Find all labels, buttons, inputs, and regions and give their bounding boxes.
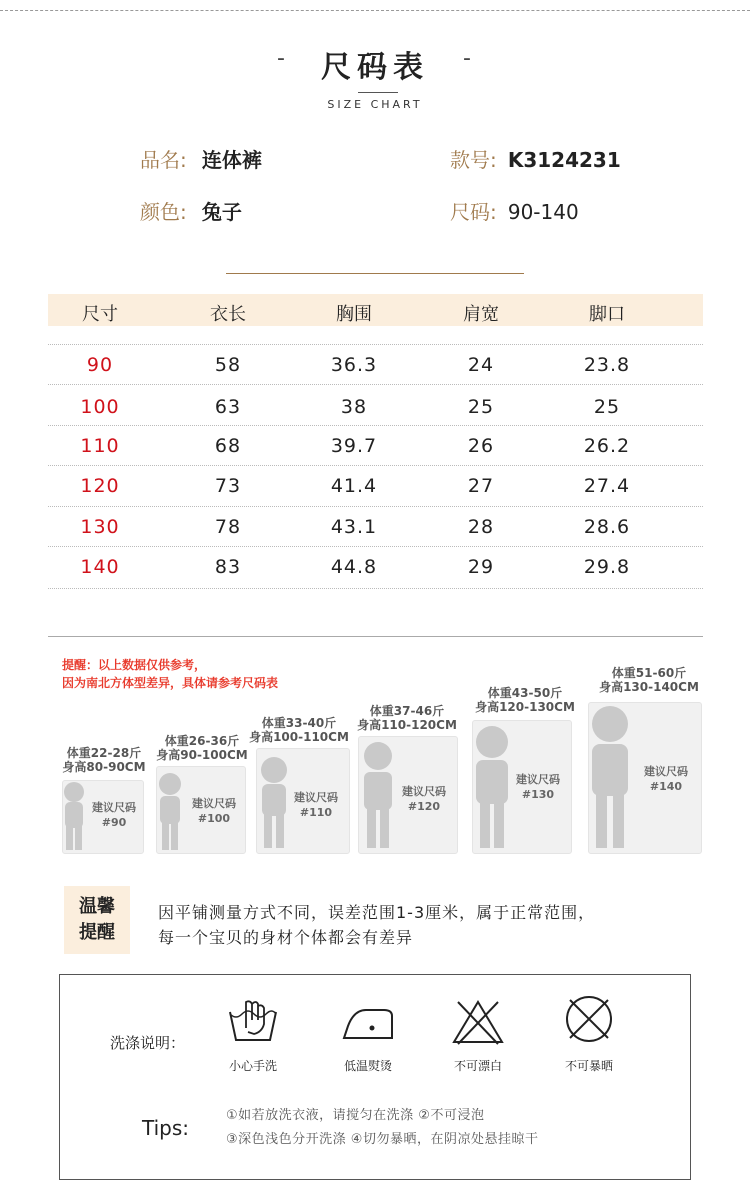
- cell-shoulder: 28: [467, 516, 495, 538]
- no-tumble-dry-icon: [564, 994, 614, 1044]
- tip-2: ②不可浸泡: [418, 1108, 485, 1123]
- figure-height: 身高100-110CM: [249, 730, 349, 744]
- tip-line-1: [226, 1104, 484, 1123]
- product-name-label: 品名: [140, 148, 180, 172]
- cell-leg-opening: 28.6: [583, 516, 631, 538]
- warm-tip-text-1: 因平铺测量方式不同，误差范围1-3厘米，属于正常范围，: [158, 903, 596, 922]
- figure-weight: 体重37-46斤: [369, 704, 445, 718]
- cell-chest: 41.4: [330, 475, 378, 497]
- column-header-length: 衣长: [210, 304, 246, 325]
- figure-height: 身高90-100CM: [156, 748, 248, 762]
- row-separator: [48, 465, 703, 466]
- row-separator: [48, 384, 703, 385]
- care-label-hand-wash: 小心手洗: [228, 1059, 277, 1073]
- warm-tip-label: [64, 886, 130, 954]
- product-color-value: 兔子: [201, 200, 242, 224]
- advice-size: #130: [521, 788, 555, 801]
- product-sku-row: [450, 144, 621, 173]
- size-card-text: [636, 764, 696, 794]
- tip-3: ③深色浅色分开洗涤: [226, 1132, 347, 1147]
- advice-label: 建议尺码: [402, 785, 446, 798]
- warm-tip-text-2: 每一个宝贝的身材个体都会有差异: [158, 928, 414, 947]
- page-title: 尺码表: [321, 50, 429, 85]
- cell-chest: 44.8: [330, 556, 378, 578]
- column-header-chest: 胸围: [336, 304, 372, 325]
- separator: :: [490, 200, 497, 224]
- cell-length: 68: [214, 435, 242, 457]
- column-header-size: 尺寸: [82, 304, 118, 325]
- separator: :: [180, 200, 187, 224]
- advice-label: 建议尺码: [92, 801, 136, 814]
- reminder-line-2: 因为南北方体型差异，具体请参考尺码表: [62, 676, 279, 690]
- no-bleach-icon: [452, 998, 504, 1046]
- cell-chest: 36.3: [330, 354, 378, 376]
- cell-shoulder: 24: [467, 354, 495, 376]
- column-header-leg-opening: 脚口: [589, 304, 625, 325]
- column-header-shoulder: 肩宽: [463, 304, 499, 325]
- figure-weight: 体重51-60斤: [611, 666, 687, 680]
- advice-size: #110: [299, 806, 333, 819]
- cell-length: 73: [214, 475, 242, 497]
- reminder-line-1: 提醒：以上数据仅供参考，: [62, 658, 207, 672]
- figure-weight: 体重26-36斤: [164, 734, 240, 748]
- cell-shoulder: 29: [467, 556, 495, 578]
- product-name-row: [140, 144, 262, 173]
- title-underline: [358, 92, 398, 93]
- cell-leg-opening: 23.8: [583, 354, 631, 376]
- page-subtitle: SIZE CHART: [327, 98, 423, 111]
- row-separator: [48, 588, 703, 589]
- low-iron-icon: [340, 1006, 396, 1042]
- figure-height: 身高120-130CM: [475, 700, 575, 714]
- cell-leg-opening: 25: [593, 396, 621, 418]
- cell-length: 83: [214, 556, 242, 578]
- advice-label: 建议尺码: [644, 765, 688, 778]
- row-separator: [48, 506, 703, 507]
- warm-tip-label-line2: 提醒: [79, 922, 115, 943]
- cell-shoulder: 26: [467, 435, 495, 457]
- figure-label-110: [244, 716, 354, 744]
- cell-size: 110: [80, 435, 120, 457]
- tip-4: ④切勿暴晒，在阴凉处悬挂晾干: [350, 1132, 539, 1147]
- section-divider: [48, 636, 703, 637]
- size-card-text: [286, 790, 346, 820]
- tip-line-2: [226, 1128, 538, 1147]
- advice-label: 建议尺码: [516, 773, 560, 786]
- cell-leg-opening: 29.8: [583, 556, 631, 578]
- cell-size: 120: [80, 475, 120, 497]
- advice-size: #100: [197, 812, 231, 825]
- row-separator: [48, 425, 703, 426]
- product-size-value: 90-140: [507, 200, 579, 224]
- warm-tip-label-line1: 温馨: [79, 896, 115, 917]
- separator: :: [180, 148, 187, 172]
- row-separator: [48, 344, 703, 345]
- cell-length: 63: [214, 396, 242, 418]
- figure-label-100: [152, 734, 252, 762]
- separator: :: [490, 148, 497, 172]
- cell-leg-opening: 26.2: [583, 435, 631, 457]
- advice-size: #90: [101, 816, 127, 829]
- cell-chest: 43.1: [330, 516, 378, 538]
- cell-size: 90: [86, 354, 114, 376]
- tips-label: Tips:: [142, 1116, 190, 1140]
- advice-label: 建议尺码: [294, 791, 338, 804]
- section-divider: [226, 273, 524, 274]
- figure-label-120: [352, 704, 462, 732]
- advice-size: #120: [407, 800, 441, 813]
- size-card-text: [394, 784, 454, 814]
- cell-size: 140: [80, 556, 120, 578]
- care-label-no-bleach: 不可漂白: [453, 1059, 502, 1073]
- advice-size: #140: [649, 780, 683, 793]
- figure-label-140: [594, 666, 704, 694]
- cell-chest: 39.7: [330, 435, 378, 457]
- cell-chest: 38: [340, 396, 368, 418]
- cell-length: 78: [214, 516, 242, 538]
- care-label-low-iron: 低温熨烫: [343, 1059, 392, 1073]
- product-size-label: 尺码: [450, 200, 490, 224]
- product-sku-value: K3124231: [507, 148, 621, 172]
- figure-weight: 体重43-50斤: [487, 686, 563, 700]
- cell-length: 58: [214, 354, 242, 376]
- cell-shoulder: 27: [467, 475, 495, 497]
- size-card-text: [508, 772, 568, 802]
- product-name-value: 连体裤: [201, 148, 262, 172]
- row-separator: [48, 546, 703, 547]
- product-color-row: [140, 196, 242, 225]
- tip-1: ①如若放洗衣液，请搅匀在洗涤: [226, 1108, 414, 1123]
- hand-wash-icon: [226, 998, 280, 1044]
- figure-weight: 体重22-28斤: [66, 746, 142, 760]
- figure-height: 身高130-140CM: [599, 680, 699, 694]
- product-size-row: [450, 196, 579, 225]
- figure-height: 身高80-90CM: [62, 760, 146, 774]
- cell-shoulder: 25: [467, 396, 495, 418]
- product-color-label: 颜色: [140, 200, 180, 224]
- cell-leg-opening: 27.4: [583, 475, 631, 497]
- advice-label: 建议尺码: [192, 797, 236, 810]
- care-label-no-sun: 不可暴晒: [564, 1059, 613, 1073]
- title-mark-left: -: [277, 46, 285, 71]
- figure-label-90: [54, 746, 154, 774]
- figure-label-130: [470, 686, 580, 714]
- size-card-text: [84, 800, 144, 830]
- product-sku-label: 款号: [450, 148, 490, 172]
- child-silhouette-icon: [584, 702, 644, 852]
- cell-size: 100: [80, 396, 120, 418]
- figure-weight: 体重33-40斤: [261, 716, 337, 730]
- cell-size: 130: [80, 516, 120, 538]
- title-mark-right: -: [463, 46, 471, 71]
- figure-height: 身高110-120CM: [357, 718, 457, 732]
- size-card-text: [184, 796, 244, 826]
- top-dashed-divider: [0, 10, 750, 11]
- care-title: 洗涤说明：: [110, 1034, 186, 1052]
